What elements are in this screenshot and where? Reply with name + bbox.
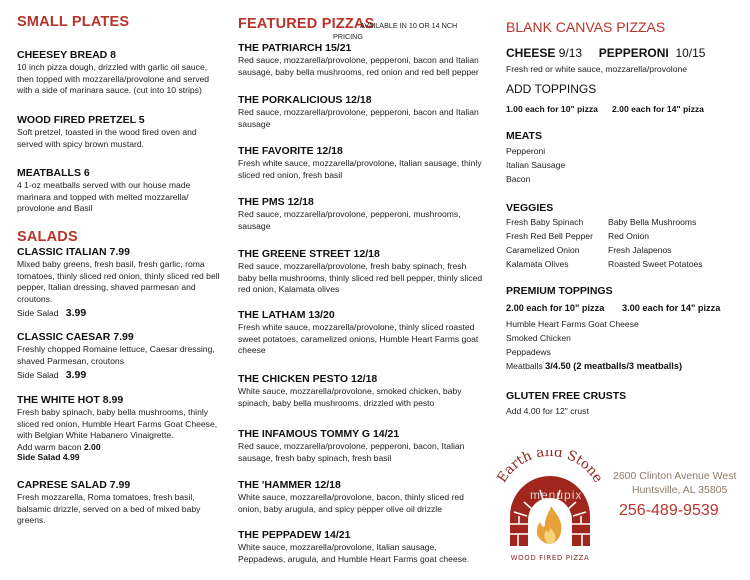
pepperoni-price: 10/15 [675,46,706,60]
topping-price-10: 1.00 each for 10" pizza [506,104,598,114]
item-name: THE WHITE HOT 8.99 [17,394,124,406]
side-salad-label: Side Salad [17,308,59,319]
pizza-item [238,94,483,130]
salads-heading: SALADS [17,229,78,245]
side-salad-label: Side Salad [17,370,59,381]
base-description: Fresh red or white sauce, mozzarella/provolone [506,64,688,74]
item-description: Red sauce, mozzarella/provolone, pepperoni, mushrooms, sausage [238,209,461,231]
item-description: Fresh mozzarella, Roma tomatoes, fresh basil, balsamic drizzle, served on a bed of mixed baby greens. [17,492,201,526]
gluten-free-description: Add 4.00 for 12" crust [506,406,589,416]
veggie-option: Fresh Red Bell Pepper [506,231,593,241]
logo-graphic [488,450,612,575]
item-description: Fresh baby spinach, baby bella mushrooms, thinly sliced red onion, Humble Heart Farms Goat Cheese, with Belgian White Habanero Vinaigrette. [17,407,218,441]
item-description: White sauce, mozzarella/provolone, Italian sausage, Peppadews, arugula, and Humble Heart Farms goat cheese. [238,542,470,564]
veggie-option: Fresh Jalapenos [608,245,672,255]
item-name: THE 'HAMMER 12/18 [238,479,341,491]
add-bacon-price: 2.00 [83,441,101,452]
premium-toppings-heading: PREMIUM TOPPINGS [506,285,613,297]
meat-option: Bacon [506,174,531,184]
gluten-free-heading: GLUTEN FREE CRUSTS [506,390,627,402]
item-description: 4 1-oz meatballs served with our house made marinara and topped with melted mozzarella/ provolone and Basil [17,180,191,214]
cheese-price: 9/13 [558,46,583,60]
item-name: CHEESEY BREAD 8 [17,49,117,61]
veggie-option: Red Onion [608,231,650,241]
topping-price-14: 2.00 each for 14" pizza [612,104,704,114]
premium-option: Smoked Chicken [506,333,571,343]
item-name: THE PATRIARCH 15/21 [238,42,352,54]
item-description: Red sauce, mozzarella/provolone, pepperoni, bacon, Italian sausage, fresh baby spinach, fresh basil [238,441,465,463]
pizza-item [238,248,483,296]
veggie-option: Kalamata Olives [506,259,569,269]
item-name: CLASSIC CAESAR 7.99 [17,331,134,343]
veggie-option: Roasted Sweet Potatoes [608,259,703,269]
cheese-label: CHEESE [506,46,556,60]
premium-price-10: 2.00 each for 10" pizza [506,303,605,313]
item-description: Red sauce, mozzarella/provolone, fresh baby spinach, fresh baby bella mushrooms, thinly sliced red bell pepper, thinly sliced red onion, Kalamata olives [238,261,483,295]
item-description: White sauce, mozzarella/provolone, smoked chicken, baby spinach, baby bella mushrooms, drizzled with pesto [238,386,462,408]
item-description: 10 inch pizza dough, drizzled with garlic oil sauce, then topped with mozzarella/provolone and served with a side of marinara sauce. (cut into 10 strips) [17,62,210,96]
side-salad-price: 3.99 [65,307,87,320]
side-salad-line [17,369,222,381]
logo-subtitle: WOOD FIRED PIZZA [510,554,590,562]
pizza-item [238,145,483,181]
item-name: MEATBALLS 6 [17,167,90,179]
earth-and-stone-logo [488,450,612,575]
item-name: CLASSIC ITALIAN 7.99 [17,246,130,258]
item-name: THE PEPPADEW 14/21 [238,529,351,541]
phone-number: 256-489-9539 [619,502,719,519]
item-name: THE PORKALICIOUS 12/18 [238,94,372,106]
veggies-heading: VEGGIES [506,202,554,214]
menu-item [17,331,222,381]
premium-option: Humble Heart Farms Goat Cheese [506,319,639,329]
watermark-text: menupix [530,488,583,502]
menu-item [17,114,222,150]
item-name: THE FAVORITE 12/18 [238,145,343,157]
item-description: White sauce, mozzarella/provolone, bacon, thinly sliced red onion, baby arugula, and spicy pepper olive oil drizzle [238,492,464,514]
item-description: Mixed baby greens, fresh basil, fresh garlic, roma tomatoes, thinly sliced red onion, thinly sliced red bell pepper, Italian dressing, shaved parmesan and croutons. [17,259,220,304]
premium-option: Peppadews [506,347,551,357]
pepperoni-label: PEPPERONI [598,46,669,60]
item-name: THE LATHAM 13/20 [238,309,335,321]
logo-arc-text: Earth and Stone [493,450,607,486]
menu-item [17,394,222,462]
pizza-item [238,529,483,565]
item-name: THE CHICKEN PESTO 12/18 [238,373,378,385]
item-description: Fresh white sauce, mozzarella/provolone, thinly sliced roasted sweet potatoes, caramelized onions, Humble Heart Farms goat cheese [238,322,479,356]
item-name: THE GREENE STREET 12/18 [238,248,380,260]
address-line: 2600 Clinton Avenue West [613,470,737,482]
item-description: Soft pretzel, toasted in the wood fired oven and served with spicy brown mustard. [17,127,197,149]
pricing-note: PRICING [333,32,363,41]
item-name: THE PMS 12/18 [238,196,314,208]
add-toppings-heading: ADD TOPPINGS [506,82,597,96]
menu-item [17,246,222,319]
pizza-item [238,42,483,78]
menu-item [17,167,222,215]
size-availability-note: AVAILABLE IN 10 OR 14 NCH [360,21,458,30]
veggie-option: Baby Bella Mushrooms [608,217,697,227]
item-description: Freshly chopped Romaine lettuce, Caesar dressing, shaved Parmesan, croutons [17,344,215,366]
small-plates-heading: SMALL PLATES [17,14,130,30]
menu-item [17,479,222,527]
side-salad-line [17,307,222,319]
meatballs-label: Meatballs [506,361,543,371]
veggie-option: Caramelized Onion [506,245,580,255]
pizza-item [238,196,483,232]
veggie-option: Fresh Baby Spinach [506,217,584,227]
meats-heading: MEATS [506,130,542,142]
pizza-item [238,428,483,464]
menu-item [17,49,222,97]
meatballs-option [506,361,682,371]
item-name: CAPRESE SALAD 7.99 [17,479,131,491]
side-salad-line: Side Salad 4.99 [17,451,80,462]
pizza-item [238,373,483,409]
city-line: Huntsville, AL 35805 [632,484,728,496]
item-description: Fresh white sauce, mozzarella/provolone, Italian sausage, thinly sliced red onion, fresh basil [238,158,482,180]
item-description: Red sauce, mozzarella/provolone, pepperoni, bacon and Italian sausage [238,107,479,129]
item-description: Red sauce, mozzarella/provolone, pepperoni, bacon and Italian sausage, baby bella mushrooms, red onion and red bell pepper [238,55,479,77]
pizza-item [238,479,483,515]
base-pizza-prices [506,46,705,60]
blank-canvas-heading: BLANK CANVAS PIZZAS [506,19,666,35]
meat-option: Italian Sausage [506,160,566,170]
pizza-item [238,309,483,357]
item-name: THE INFAMOUS TOMMY G 14/21 [238,428,400,440]
featured-pizzas-heading: FEATURED PIZZAS [238,16,375,32]
add-bacon-label: Add warm bacon [17,441,82,452]
meat-option: Pepperoni [506,146,546,156]
meatballs-price: 3/4.50 (2 meatballs/3 meatballs) [545,361,683,371]
premium-price-14: 3.00 each for 14" pizza [622,303,721,313]
side-salad-price: 3.99 [65,369,87,382]
add-bacon-line [17,442,222,452]
item-name: WOOD FIRED PRETZEL 5 [17,114,145,126]
